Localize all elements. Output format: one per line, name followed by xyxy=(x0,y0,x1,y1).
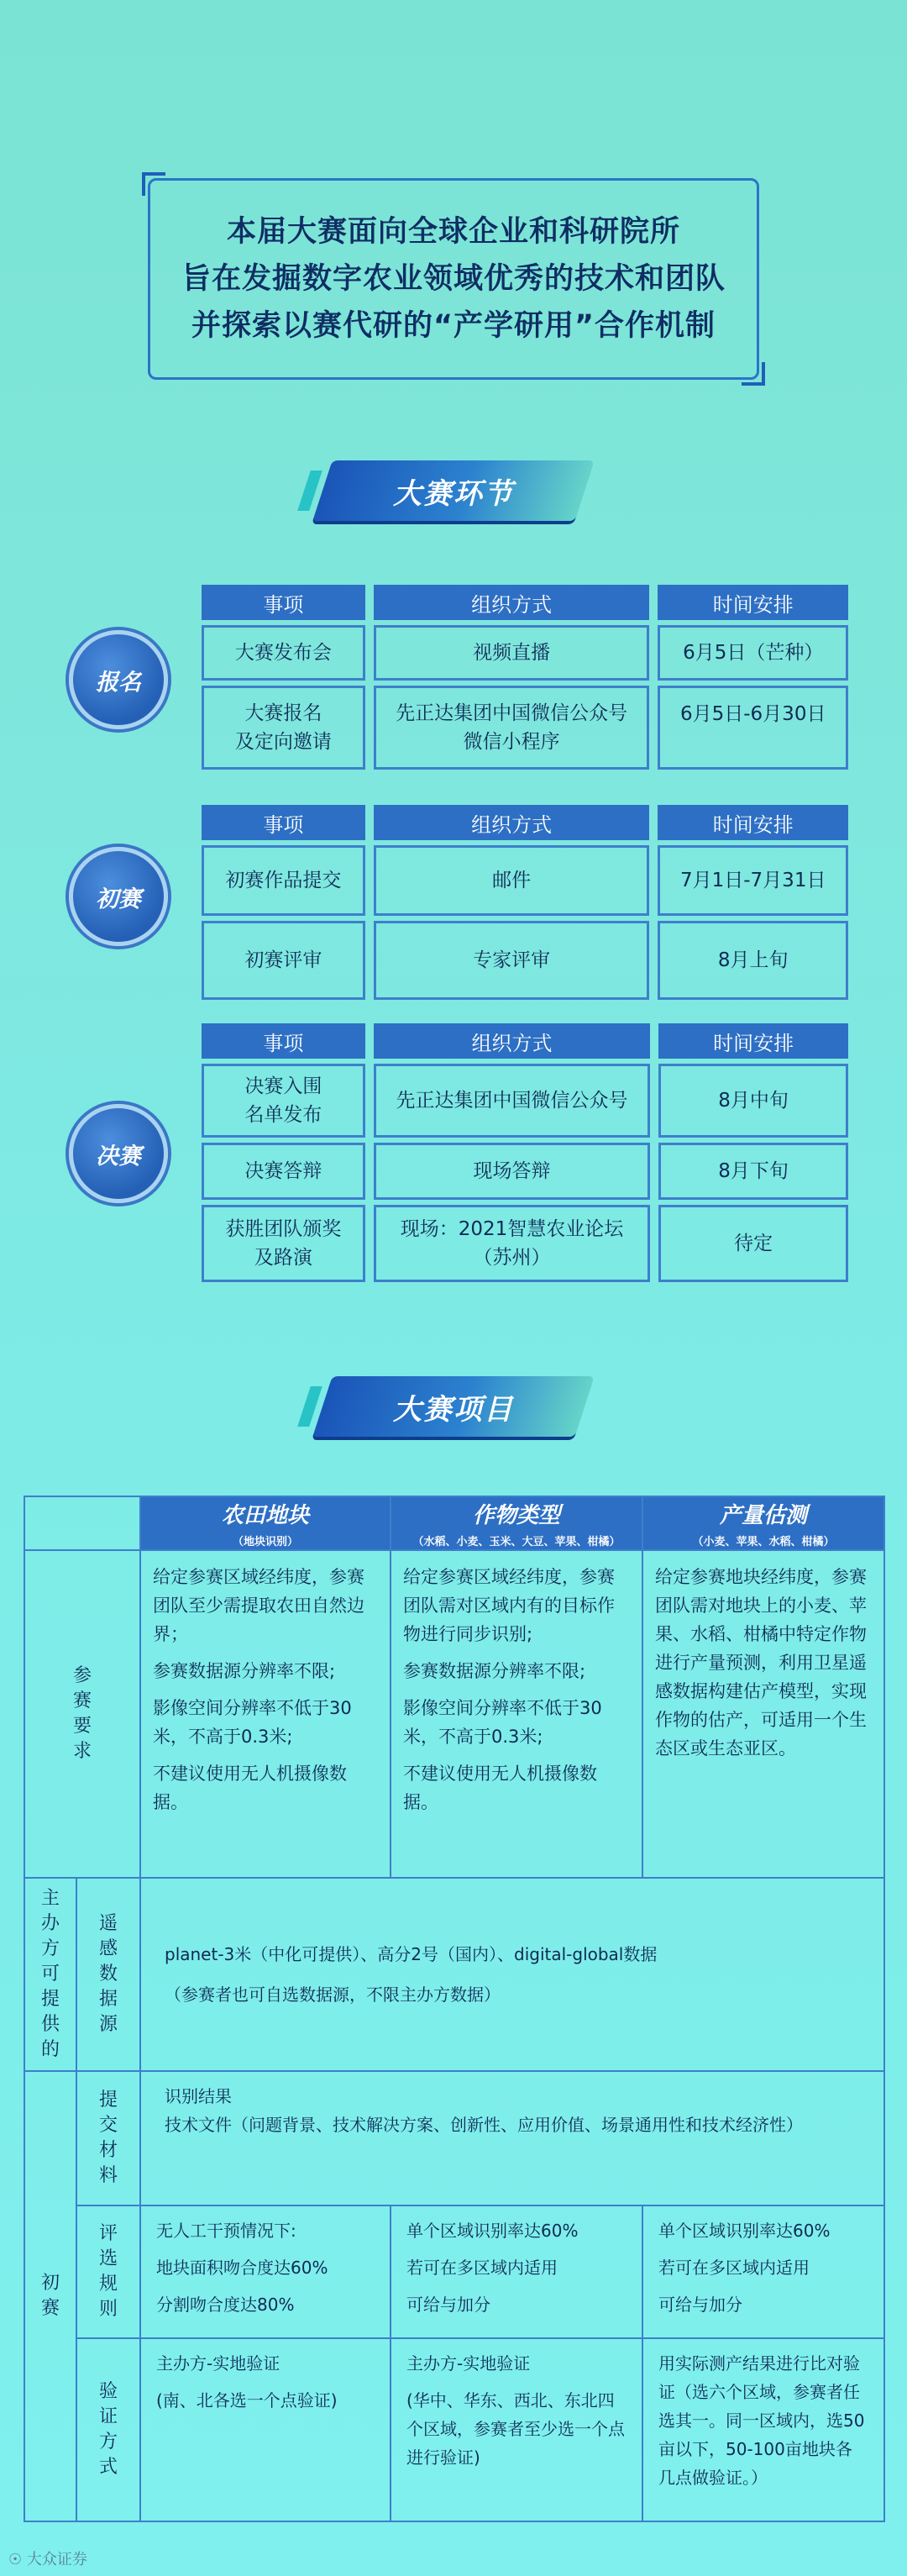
cell-method: 邮件 xyxy=(374,845,650,916)
col-header-yield xyxy=(642,1496,884,1550)
col-subtitle: （水稻、小麦、玉米、大豆、苹果、柑橘） xyxy=(412,1536,621,1548)
section-banner-projects xyxy=(322,1376,585,1437)
req-line: 给定参赛区域经纬度，参赛团队至少需提取农田自然边界； xyxy=(153,1567,364,1644)
schedule-table xyxy=(193,800,857,1005)
col-header-crop xyxy=(391,1496,642,1550)
row-label-text: 评选规则 xyxy=(98,2223,118,2320)
rule-line: 若可在多区域内适用 xyxy=(406,2258,558,2278)
row-label-prelim xyxy=(24,2071,76,2521)
header-method: 组织方式 xyxy=(374,805,650,840)
header-time: 时间安排 xyxy=(658,585,848,620)
cell-method: 先正达集团中国微信公众号 微信小程序 xyxy=(374,686,650,770)
source-cell xyxy=(140,1878,884,2071)
verify-line: (南、北各选一个点验证) xyxy=(156,2390,338,2410)
row-label-text: 提交材料 xyxy=(98,2090,118,2186)
rule-line: 可给与加分 xyxy=(406,2295,490,2315)
header-item: 事项 xyxy=(202,585,365,620)
submit-line: 技术文件（问题背景、技术解决方案、创新性、应用价值、场景通用性和技术经济性） xyxy=(165,2115,803,2135)
header-time: 时间安排 xyxy=(658,805,848,840)
stage-block-prelim xyxy=(50,800,857,993)
req-line: 给定参赛地块经纬度，参赛团队需对地块上的小麦、苹果、水稻、柑橘中特定作物进行产量预测，利用卫星遥感数据构建估产模型，实现作物的估产，可适用一个生态区或生态亚区。 xyxy=(655,1567,867,1759)
req-line: 不建议使用无人机摄像数据。 xyxy=(403,1764,597,1812)
section-title: 大赛项目 xyxy=(393,1392,514,1427)
cell-time: 待定 xyxy=(658,1205,848,1282)
rule-line: 单个区域识别率达60% xyxy=(658,2221,831,2241)
verify-line: 用实际测产结果进行比对验证（选六个区域，参赛者任选其一。同一区域内，选50亩以下，50-100亩地块各几点做验证。） xyxy=(658,2353,865,2488)
schedule-table xyxy=(193,580,857,775)
header-time: 时间安排 xyxy=(658,1023,848,1059)
header-item: 事项 xyxy=(202,805,365,840)
stage-badge: 决赛 xyxy=(69,1104,168,1203)
rule-line: 地块面积吻合度达60% xyxy=(156,2258,328,2278)
header-method: 组织方式 xyxy=(374,585,650,620)
col-title: 农田地块 xyxy=(221,1503,309,1528)
cell-method: 视频直播 xyxy=(374,625,650,681)
stage-badge: 初赛 xyxy=(69,847,168,946)
row-label-text: 参赛要求 xyxy=(72,1665,92,1762)
col-title: 产量估测 xyxy=(719,1503,807,1528)
verify-line: 主办方-实地验证 xyxy=(156,2353,280,2374)
cell-method: 先正达集团中国微信公众号 xyxy=(374,1064,651,1138)
col-subtitle: （小麦、苹果、水稻、柑橘） xyxy=(692,1536,835,1548)
col-title: 作物类型 xyxy=(472,1503,560,1528)
intro-line-2: 旨在发掘数字农业领域优秀的技术和团队 xyxy=(181,262,726,296)
schedule-table xyxy=(193,1018,857,1287)
stage-block-signup xyxy=(50,580,857,781)
row-label-submit xyxy=(76,2071,140,2205)
projects-table xyxy=(24,1496,885,2522)
cell-time: 6月5日-6月30日 xyxy=(658,686,848,770)
row-label-requirements xyxy=(24,1550,140,1878)
section-title: 大赛环节 xyxy=(393,476,514,511)
rule-line: 分割吻合度达80% xyxy=(156,2295,295,2315)
verify-crop xyxy=(391,2338,642,2521)
verify-field xyxy=(140,2338,391,2521)
col-header-field xyxy=(140,1496,391,1550)
stage-block-final xyxy=(50,1018,857,1296)
row-label-rules xyxy=(76,2205,140,2338)
stage-badge: 报名 xyxy=(69,630,168,729)
req-field xyxy=(140,1550,391,1878)
rules-yield xyxy=(642,2205,884,2338)
rule-line: 单个区域识别率达60% xyxy=(406,2221,579,2241)
row-label-text: 主办方可提供的 xyxy=(40,1888,60,2060)
cell-item: 决赛答辩 xyxy=(202,1143,365,1200)
submit-cell xyxy=(140,2071,884,2205)
cell-time: 7月1日-7月31日 xyxy=(658,845,848,916)
rules-field xyxy=(140,2205,391,2338)
row-label-text: 验证方式 xyxy=(98,2381,118,2478)
header-item: 事项 xyxy=(202,1023,365,1059)
row-label-text: 遥感数据源 xyxy=(98,1913,118,2035)
row-label-verify xyxy=(76,2338,140,2521)
rule-line: 若可在多区域内适用 xyxy=(658,2258,810,2278)
intro-box xyxy=(148,178,759,380)
watermark-icon: ☉ xyxy=(8,2551,23,2568)
cell-item: 获胜团队颁奖 及路演 xyxy=(202,1205,365,1282)
rule-line: 可给与加分 xyxy=(658,2295,742,2315)
row-label-source-a xyxy=(24,1878,76,2071)
source-line: （参赛者也可自选数据源，不限主办方数据） xyxy=(165,1985,501,2005)
rule-line: 无人工干预情况下: xyxy=(156,2221,296,2241)
verify-line: (华中、华东、西北、东北四个区域，参赛者至少选一个点进行验证) xyxy=(406,2390,625,2468)
req-yield xyxy=(642,1550,884,1878)
cell-method: 专家评审 xyxy=(374,921,650,1000)
col-subtitle: （地块识别） xyxy=(232,1536,298,1548)
rules-crop xyxy=(391,2205,642,2338)
cell-time: 8月下旬 xyxy=(658,1143,848,1200)
cell-time: 6月5日（芒种） xyxy=(658,625,848,681)
row-label-text: 初赛 xyxy=(40,2273,60,2319)
intro-line-3: 并探索以赛代研的“产学研用”合作机制 xyxy=(191,309,716,343)
req-line: 影像空间分辨率不低于30米，不高于0.3米; xyxy=(403,1698,602,1747)
cell-item: 大赛发布会 xyxy=(202,625,365,681)
req-line: 参赛数据源分辨率不限; xyxy=(403,1661,586,1681)
cell-method: 现场：2021智慧农业论坛 （苏州） xyxy=(374,1205,651,1282)
req-line: 参赛数据源分辨率不限; xyxy=(153,1661,336,1681)
corner-cell xyxy=(24,1496,140,1550)
req-line: 影像空间分辨率不低于30米，不高于0.3米; xyxy=(153,1698,352,1747)
cell-item: 初赛作品提交 xyxy=(202,845,365,916)
watermark-text: 大众证券 xyxy=(26,2551,87,2568)
req-line: 给定参赛区域经纬度，参赛团队需对区域内有的目标作物进行同步识别; xyxy=(403,1567,615,1644)
intro-line-1: 本届大赛面向全球企业和科研院所 xyxy=(226,215,680,249)
verify-yield xyxy=(642,2338,884,2521)
req-crop xyxy=(391,1550,642,1878)
row-label-source-b xyxy=(76,1878,140,2071)
cell-method: 现场答辩 xyxy=(374,1143,651,1200)
cell-item: 决赛入围 名单发布 xyxy=(202,1064,365,1138)
submit-line: 识别结果 xyxy=(165,2086,232,2106)
verify-line: 主办方-实地验证 xyxy=(406,2353,531,2374)
cell-time: 8月中旬 xyxy=(658,1064,848,1138)
watermark xyxy=(8,2547,87,2569)
source-line: planet-3米（中化可提供）、高分2号（国内）、digital-global数据 xyxy=(165,1944,658,1964)
req-line: 不建议使用无人机摄像数据。 xyxy=(153,1764,347,1812)
section-banner-stages xyxy=(322,460,585,521)
cell-item: 大赛报名 及定向邀请 xyxy=(202,686,365,770)
cell-time: 8月上旬 xyxy=(658,921,848,1000)
cell-item: 初赛评审 xyxy=(202,921,365,1000)
header-method: 组织方式 xyxy=(374,1023,651,1059)
